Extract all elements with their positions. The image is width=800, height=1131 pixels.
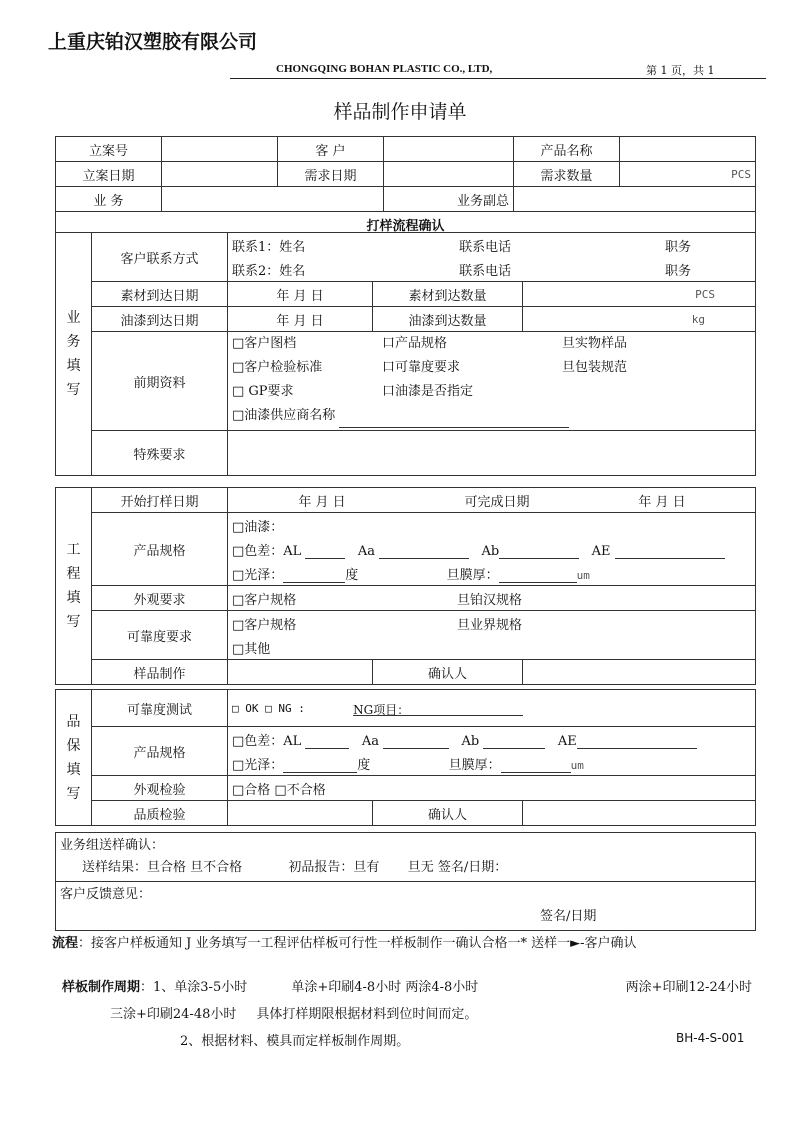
rel-test-label: 可靠度测试: [92, 690, 228, 727]
cycle-line-2: 三涂+印刷24-48小时 具体打样期限根据材料到位时间而定。: [110, 1007, 478, 1022]
quality-check-label: 品质检验: [92, 801, 228, 826]
project-date-field[interactable]: [162, 162, 278, 187]
project-no-label: 立案号: [56, 137, 162, 162]
cycle-line-1: 样板制作周期：1、单涂3-5小时 单涂+印刷4-8小时 两涂4-8小时 两涂+印刷12-24小时: [62, 980, 752, 995]
process-table: [55, 232, 756, 476]
contact-method-label: 客户联系方式: [92, 233, 228, 282]
company-name-en: CHONGQING BOHAN PLASTIC CO., LTD,: [276, 63, 493, 75]
company-name-cn: 上重庆铂汉塑胶有限公司: [48, 31, 258, 53]
first-article-report[interactable]: 初品报告：旦有: [288, 860, 380, 875]
customer-feedback-label: 客户反馈意见：: [60, 887, 152, 902]
eng-rel-row-1[interactable]: □客户规格 旦业界规格: [228, 611, 756, 636]
demand-qty-unit[interactable]: PCS: [620, 162, 756, 187]
header-rule: [230, 78, 766, 79]
pre-opt-gp[interactable]: □ GP要求: [232, 384, 294, 399]
pre-material-options: [228, 332, 756, 431]
qa-table: [55, 689, 756, 826]
pre-opt-drawing[interactable]: □客户图档: [232, 336, 297, 351]
pre-opt-paint-specified[interactable]: 口油漆是否指定: [382, 384, 474, 399]
eng-look-label: 外观要求: [92, 586, 228, 611]
quality-check-field[interactable]: [228, 801, 373, 826]
eng-gloss-row[interactable]: □光泽： 度 旦膜厚： um: [228, 561, 756, 586]
product-name-label: 产品名称: [514, 137, 620, 162]
eng-paint-row[interactable]: □油漆：: [228, 513, 756, 538]
qa-spec-label: 产品规格: [92, 727, 228, 776]
process-flow-note: 流程：接客户样板通知 J 业务填写一工程评估样板可行性一样板制作一确认合格一* 送样一►-客户确认: [52, 936, 637, 951]
paint-date-label: 油漆到达日期: [92, 307, 228, 332]
qa-color-diff-row[interactable]: □色差：AL Aa Ab AE: [228, 727, 756, 752]
business-vp-field[interactable]: [514, 187, 756, 212]
delivery-confirm-title: 业务组送样确认：: [60, 838, 165, 853]
qa-confirm-field[interactable]: [523, 801, 756, 826]
contact-2-row[interactable]: 联系2：姓名 联系电话 职务: [228, 257, 756, 282]
business-label: 业 务: [56, 187, 162, 212]
feedback-sign-label: 签名/日期: [540, 909, 597, 924]
product-name-field[interactable]: [620, 137, 756, 162]
qa-look-options[interactable]: □合格 □不合格: [228, 776, 756, 801]
eng-look-row[interactable]: □客户规格 旦铂汉规格: [228, 586, 756, 611]
customer-label: 客 户: [278, 137, 384, 162]
eng-spec-label: 产品规格: [92, 513, 228, 586]
pre-opt-reliability[interactable]: 口可靠度要求: [382, 360, 461, 375]
customer-field[interactable]: [384, 137, 514, 162]
sign-date[interactable]: 旦无 签名/日期：: [407, 860, 508, 875]
sales-section-label: 业 务 填 写: [56, 233, 92, 476]
rel-test-row[interactable]: □ OK □ NG : NG项目：: [228, 690, 756, 727]
pre-opt-spec[interactable]: 口产品规格: [382, 336, 448, 351]
delivery-confirm-block: [56, 833, 756, 882]
confirm-table: [55, 832, 756, 931]
pre-opt-inspection[interactable]: □客户检验标准: [232, 360, 323, 375]
pre-material-label: 前期资料: [92, 332, 228, 431]
material-date-field[interactable]: 年 月 日: [228, 282, 373, 307]
info-table: [55, 136, 756, 236]
demand-date-label: 需求日期: [278, 162, 384, 187]
eng-rel-label: 可靠度要求: [92, 611, 228, 660]
flow-confirm-title: 打样流程确认: [56, 212, 756, 237]
page-number: 第 1 页，共 1: [646, 64, 715, 77]
qa-section-label: 品 保 填 写: [56, 690, 92, 826]
engineering-table: [55, 487, 756, 685]
delivery-result[interactable]: 送样结果：旦合格 旦不合格: [82, 860, 243, 875]
form-code: BH-4-S-001: [676, 1031, 745, 1045]
document-title: 样品制作申请单: [333, 101, 467, 123]
paint-qty-unit[interactable]: kg: [523, 307, 756, 332]
material-date-label: 素材到达日期: [92, 282, 228, 307]
pre-opt-supplier[interactable]: □油漆供应商名称: [232, 404, 751, 428]
qa-confirm-label: 确认人: [373, 801, 523, 826]
contact-1-row[interactable]: 联系1：姓名 联系电话 职务: [228, 233, 756, 258]
business-field[interactable]: [162, 187, 384, 212]
sample-make-label: 样品制作: [92, 660, 228, 685]
qa-look-label: 外观检验: [92, 776, 228, 801]
eng-rel-row-2[interactable]: □其他: [228, 635, 756, 660]
pre-opt-sample[interactable]: 旦实物样品: [562, 336, 628, 351]
start-date-label: 开始打样日期: [92, 488, 228, 513]
eng-confirm-label: 确认人: [373, 660, 523, 685]
special-req-field[interactable]: [228, 431, 756, 476]
eng-color-diff-row[interactable]: □色差：AL Aa Ab AE: [228, 537, 756, 561]
eng-section-label: 工 程 填 写: [56, 488, 92, 685]
material-qty-label: 素材到达数量: [373, 282, 523, 307]
demand-date-field[interactable]: [384, 162, 514, 187]
eng-confirm-field[interactable]: [523, 660, 756, 685]
paint-qty-label: 油漆到达数量: [373, 307, 523, 332]
demand-qty-label: 需求数量: [514, 162, 620, 187]
material-qty-unit[interactable]: PCS: [523, 282, 756, 307]
sample-make-field[interactable]: [228, 660, 373, 685]
cycle-line-3: 2、根据材料、模具而定样板制作周期。: [180, 1034, 410, 1049]
customer-feedback-block[interactable]: [56, 882, 756, 931]
paint-date-field[interactable]: 年 月 日: [228, 307, 373, 332]
project-date-label: 立案日期: [56, 162, 162, 187]
special-req-label: 特殊要求: [92, 431, 228, 476]
start-date-row[interactable]: 年 月 日 可完成日期 年 月 日: [228, 488, 756, 513]
project-no-field[interactable]: [162, 137, 278, 162]
pre-opt-packing[interactable]: 旦包装规范: [562, 360, 628, 375]
qa-gloss-row[interactable]: □光泽： 度 旦膜厚： um: [228, 751, 756, 776]
business-vp-label: 业务副总: [384, 187, 514, 212]
